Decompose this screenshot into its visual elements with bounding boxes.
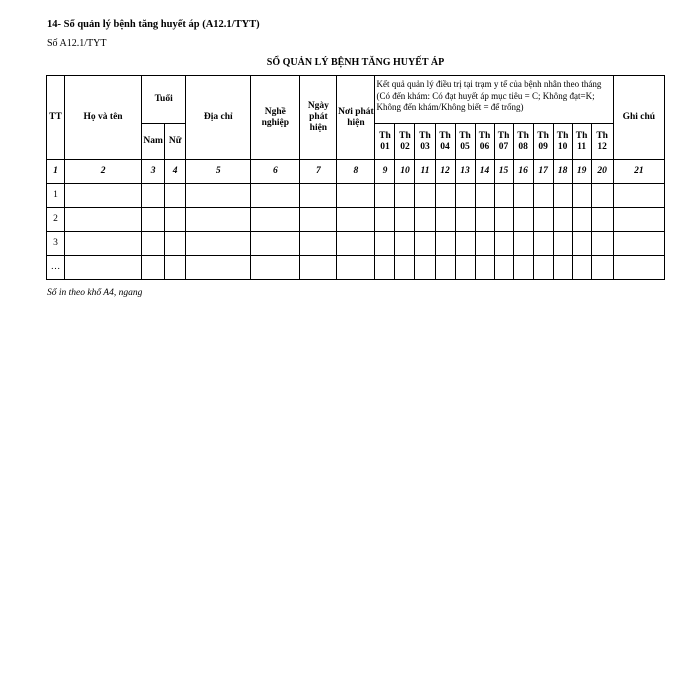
entry-cell[interactable]: [533, 232, 553, 256]
entry-cell[interactable]: [337, 232, 375, 256]
row-number: 1: [47, 184, 65, 208]
month-prefix: Th: [497, 130, 510, 141]
month-header: [572, 124, 591, 160]
column-number: 9: [375, 160, 395, 184]
entry-cell[interactable]: [65, 256, 142, 280]
entry-cell[interactable]: [251, 184, 300, 208]
month-prefix: Th: [537, 130, 549, 141]
entry-cell[interactable]: [300, 232, 337, 256]
entry-cell[interactable]: [395, 208, 415, 232]
month-header: [591, 124, 613, 160]
month-number: 11: [577, 141, 587, 152]
entry-cell[interactable]: [165, 184, 186, 208]
entry-cell[interactable]: [251, 232, 300, 256]
month-prefix: Th: [556, 130, 569, 141]
month-prefix: Th: [517, 130, 529, 141]
entry-cell[interactable]: [475, 232, 494, 256]
entry-cell[interactable]: [186, 256, 251, 280]
month-prefix: Th: [439, 130, 451, 141]
entry-cell[interactable]: [65, 232, 142, 256]
entry-cell[interactable]: [395, 256, 415, 280]
entry-cell[interactable]: [415, 208, 435, 232]
entry-cell[interactable]: [494, 232, 513, 256]
entry-cell[interactable]: [165, 208, 186, 232]
entry-cell[interactable]: [613, 232, 664, 256]
column-number: 10: [395, 160, 415, 184]
entry-cell[interactable]: [415, 184, 435, 208]
column-number: 19: [572, 160, 591, 184]
column-number: 17: [533, 160, 553, 184]
table-row: [47, 256, 665, 280]
entry-cell[interactable]: [572, 256, 591, 280]
entry-cell[interactable]: [337, 256, 375, 280]
column-number: 12: [435, 160, 455, 184]
entry-cell[interactable]: [435, 256, 455, 280]
month-number: 10: [557, 141, 568, 152]
column-number: 8: [337, 160, 375, 184]
table-row: [47, 184, 665, 208]
entry-cell[interactable]: [494, 208, 513, 232]
month-number: 09: [538, 141, 548, 152]
entry-cell[interactable]: [375, 184, 395, 208]
header-ghi-chu: Ghi chú: [613, 76, 664, 160]
column-number: 1: [47, 160, 65, 184]
entry-cell[interactable]: [475, 256, 494, 280]
entry-cell[interactable]: [553, 184, 572, 208]
header-ho-ten: Họ và tên: [65, 76, 142, 160]
entry-cell[interactable]: [572, 232, 591, 256]
entry-cell[interactable]: [553, 208, 572, 232]
column-number: 3: [142, 160, 165, 184]
section-heading: 14- Sổ quản lý bệnh tăng huyết áp (A12.1/TYT): [47, 19, 260, 30]
entry-cell[interactable]: [375, 232, 395, 256]
column-number: 6: [251, 160, 300, 184]
entry-cell[interactable]: [186, 184, 251, 208]
entry-cell[interactable]: [186, 232, 251, 256]
entry-cell[interactable]: [300, 208, 337, 232]
entry-cell[interactable]: [475, 208, 494, 232]
entry-cell[interactable]: [251, 208, 300, 232]
entry-cell[interactable]: [415, 232, 435, 256]
entry-cell[interactable]: [142, 256, 165, 280]
entry-cell[interactable]: [142, 208, 165, 232]
entry-cell[interactable]: [494, 256, 513, 280]
entry-cell[interactable]: [165, 232, 186, 256]
entry-cell[interactable]: [395, 184, 415, 208]
month-header: [553, 124, 572, 160]
row-number: …: [47, 256, 65, 280]
month-number: 06: [479, 141, 490, 152]
month-header: [375, 124, 395, 160]
month-number: 08: [518, 141, 528, 152]
month-header: [455, 124, 475, 160]
entry-cell[interactable]: [435, 184, 455, 208]
entry-cell[interactable]: [613, 184, 664, 208]
entry-cell[interactable]: [300, 184, 337, 208]
entry-cell[interactable]: [186, 208, 251, 232]
entry-cell[interactable]: [165, 256, 186, 280]
entry-cell[interactable]: [455, 184, 475, 208]
month-header: [395, 124, 415, 160]
month-header: [475, 124, 494, 160]
column-number: 7: [300, 160, 337, 184]
header-nam: Nam: [142, 124, 165, 160]
column-number: 18: [553, 160, 572, 184]
month-prefix: Th: [575, 130, 588, 141]
month-prefix: Th: [379, 130, 391, 141]
register-title: SỔ QUẢN LÝ BỆNH TĂNG HUYẾT ÁP: [266, 57, 445, 68]
month-header: [415, 124, 435, 160]
month-number: 05: [460, 141, 470, 152]
entry-cell[interactable]: [142, 232, 165, 256]
month-number: 07: [498, 141, 509, 152]
entry-cell[interactable]: [553, 256, 572, 280]
print-note: Sổ in theo khổ A4, ngang: [47, 288, 143, 298]
entry-cell[interactable]: [533, 184, 553, 208]
column-number: 5: [186, 160, 251, 184]
month-number: 02: [400, 141, 410, 152]
entry-cell[interactable]: [553, 232, 572, 256]
header-nu: Nữ: [165, 124, 186, 160]
month-number: 04: [440, 141, 450, 152]
entry-cell[interactable]: [375, 256, 395, 280]
entry-cell[interactable]: [65, 208, 142, 232]
month-prefix: Th: [419, 130, 431, 141]
header-tuoi: Tuổi: [142, 76, 186, 124]
entry-cell[interactable]: [613, 256, 664, 280]
entry-cell[interactable]: [613, 208, 664, 232]
column-number: 4: [165, 160, 186, 184]
month-header: [533, 124, 553, 160]
entry-cell[interactable]: [494, 184, 513, 208]
register-table: [46, 75, 665, 280]
entry-cell[interactable]: [65, 184, 142, 208]
header-dia-chi: Địa chỉ: [186, 76, 251, 160]
entry-cell[interactable]: [142, 184, 165, 208]
table-row: [47, 208, 665, 232]
entry-cell[interactable]: [455, 256, 475, 280]
column-number: 2: [65, 160, 142, 184]
month-header: [435, 124, 455, 160]
entry-cell[interactable]: [475, 184, 494, 208]
month-number: 03: [420, 141, 430, 152]
row-number: 3: [47, 232, 65, 256]
column-number: 20: [591, 160, 613, 184]
month-prefix: Th: [399, 130, 411, 141]
header-nghe-nghiep: Nghề nghiệp: [251, 76, 300, 160]
entry-cell[interactable]: [435, 208, 455, 232]
table-row: [47, 232, 665, 256]
entry-cell[interactable]: [455, 232, 475, 256]
entry-cell[interactable]: [513, 208, 533, 232]
entry-cell[interactable]: [533, 256, 553, 280]
column-number: 16: [513, 160, 533, 184]
entry-cell[interactable]: [337, 184, 375, 208]
entry-cell[interactable]: [455, 208, 475, 232]
entry-cell[interactable]: [572, 208, 591, 232]
entry-cell[interactable]: [591, 208, 613, 232]
column-number: 11: [415, 160, 435, 184]
entry-cell[interactable]: [591, 256, 613, 280]
header-tt: TT: [47, 76, 65, 160]
entry-cell[interactable]: [415, 256, 435, 280]
entry-cell[interactable]: [375, 208, 395, 232]
month-prefix: Th: [596, 130, 608, 141]
month-header: [494, 124, 513, 160]
row-number: 2: [47, 208, 65, 232]
entry-cell[interactable]: [533, 208, 553, 232]
header-noi-phat-hien: Nơi phát hiện: [337, 76, 375, 160]
entry-cell[interactable]: [572, 184, 591, 208]
column-number: 15: [494, 160, 513, 184]
entry-cell[interactable]: [513, 232, 533, 256]
form-code: Số A12.1/TYT: [47, 38, 107, 49]
month-prefix: Th: [478, 130, 491, 141]
column-number: 21: [613, 160, 664, 184]
entry-cell[interactable]: [435, 232, 455, 256]
entry-cell[interactable]: [337, 208, 375, 232]
header-ngay-phat-hien: Ngày phát hiện: [300, 76, 337, 160]
month-header: [513, 124, 533, 160]
entry-cell[interactable]: [300, 256, 337, 280]
month-prefix: Th: [459, 130, 471, 141]
entry-cell[interactable]: [591, 184, 613, 208]
column-number: 14: [475, 160, 494, 184]
entry-cell[interactable]: [513, 256, 533, 280]
entry-cell[interactable]: [591, 232, 613, 256]
month-number: 01: [380, 141, 390, 152]
entry-cell[interactable]: [513, 184, 533, 208]
entry-cell[interactable]: [251, 256, 300, 280]
month-number: 12: [597, 141, 607, 152]
entry-cell[interactable]: [395, 232, 415, 256]
header-ket-qua: Kết quả quản lý điều trị tại trạm y tế của bệnh nhân theo tháng (Có đến khám: Có đạt huyết áp mục tiêu = C; Không đạt=K; Không đến khám/Không biết = để trống): [375, 76, 613, 124]
column-number: 13: [455, 160, 475, 184]
